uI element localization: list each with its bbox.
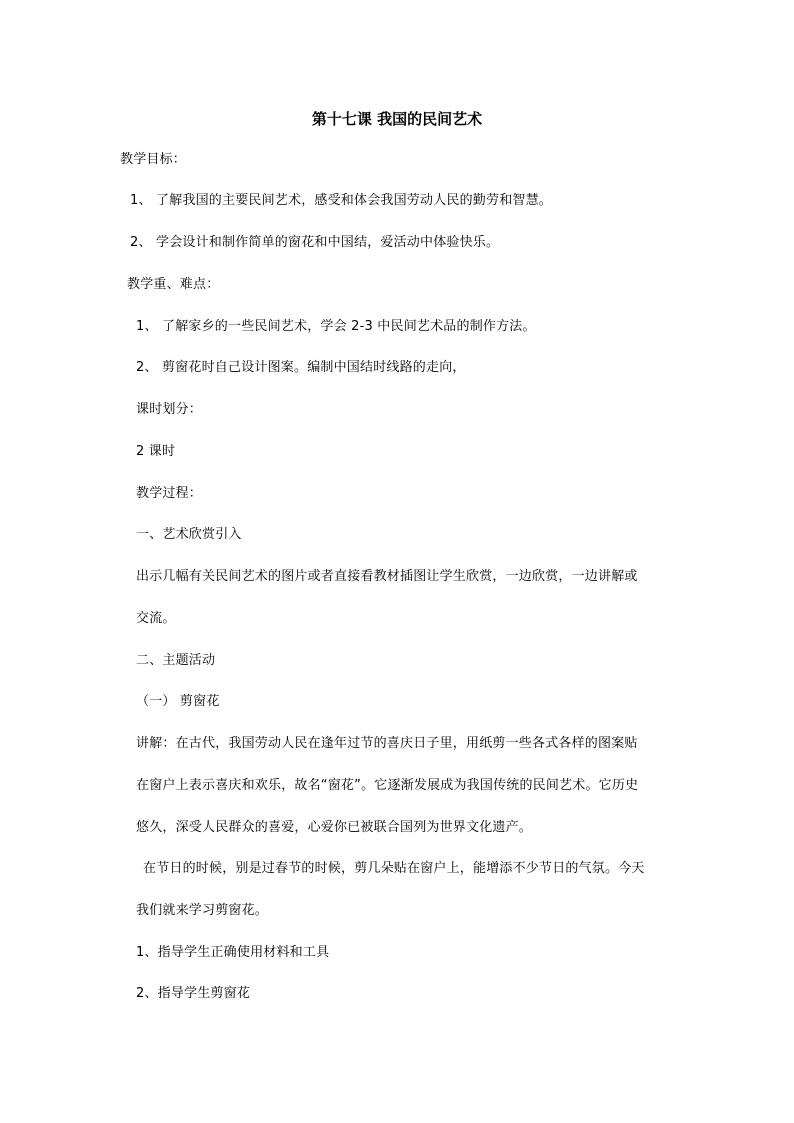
section-heading-process: 教学过程： [136,486,203,501]
paragraph-line: 在节日的时候，别是过春节的时候，剪几朵贴在窗户上，能增添不少节日的气氛。今天 [143,861,645,876]
page-title: 第十七课 我国的民间艺术 [311,110,483,128]
section-heading-key-points: 教学重、难点： [127,277,220,292]
objective-item-1: 1、 了解我国的主要民间艺术，感受和体会我国劳动人民的勤劳和智慧。 [130,193,553,208]
process-step-heading-2: 二、主题活动 [136,653,216,668]
paragraph-line: 讲解：在古代，我国劳动人民在逢年过节的喜庆日子里，用纸剪一些各式各样的图案贴 [136,736,638,751]
process-step-heading-1: 一、艺术欣赏引入 [136,527,242,542]
list-item: 1、指导学生正确使用材料和工具 [136,945,330,960]
section-heading-objectives: 教学目标： [120,152,187,167]
paragraph-line: 我们就来学习剪窗花。 [136,903,269,918]
schedule-value: 2 课时 [136,444,176,459]
list-item: 2、指导学生剪窗花 [136,986,251,1001]
section-heading-schedule: 课时划分： [136,402,203,417]
paragraph-line: 交流。 [136,611,176,626]
paragraph-line: 悠久，深受人民群众的喜爱，心爱你已被联合国列为世界文化遗产。 [136,820,533,835]
key-point-item-1: 1、 了解家乡的一些民间艺术，学会 2-3 中民间艺术品的制作方法。 [136,319,536,334]
paragraph-line: 出示几幅有关民间艺术的图片或者直接看教材插图让学生欣赏，一边欣赏，一边讲解或 [136,569,638,584]
key-point-item-2: 2、 剪窗花时自己设计图案。编制中国结时线路的走向， [136,360,466,375]
subsection-heading: （一） 剪窗花 [136,694,220,709]
objective-item-2: 2、 学会设计和制作简单的窗花和中国结，爱活动中体验快乐。 [130,235,500,250]
paragraph-line: 在窗户上表示喜庆和欢乐，故名“窗花”。它逐渐发展成为我国传统的民间艺术。它历史 [136,778,639,793]
